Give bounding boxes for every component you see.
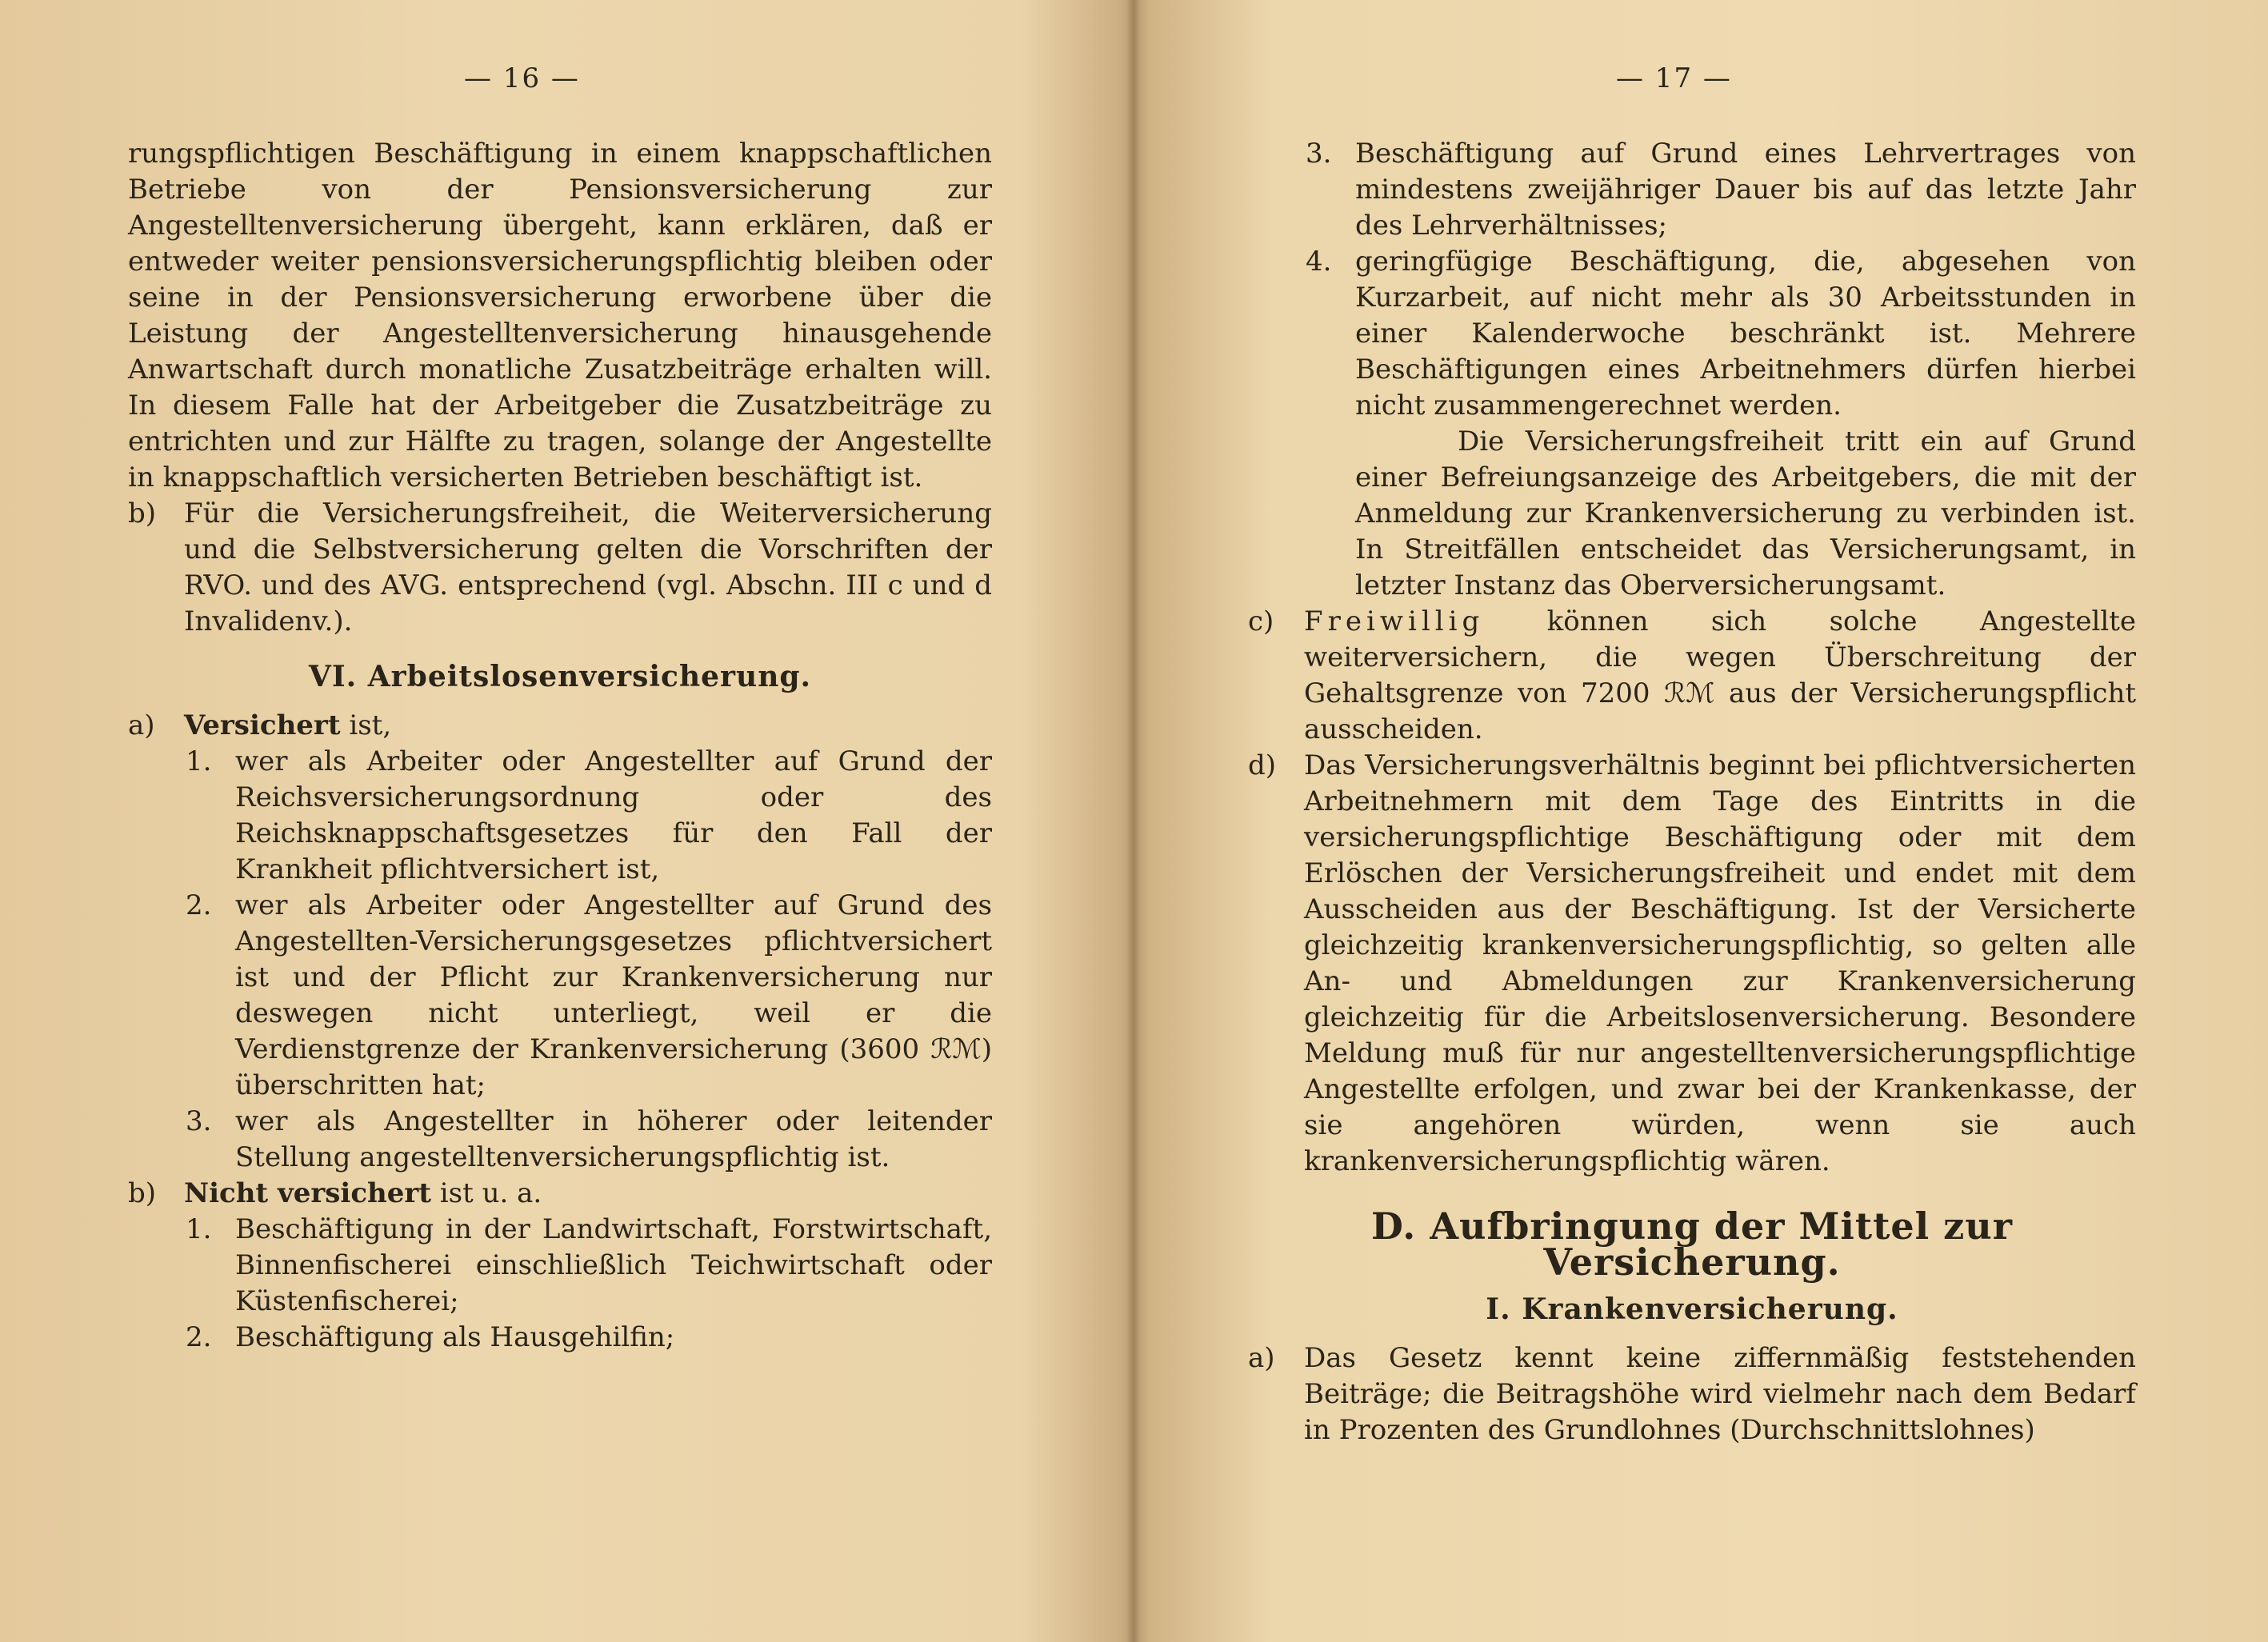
chapter-heading: D. Aufbringung der Mittel zur Versicherung.: [1371, 1205, 2013, 1284]
section-heading: VI. Arbeitslosenversicherung.: [308, 660, 812, 693]
list-item: [1248, 1340, 2136, 1448]
item-number: 2.: [186, 1321, 212, 1353]
item-text: Das Gesetz kennt keine ziffernmäßig feststehenden Beiträge; die Beitragshöhe wird vielmehr nach dem Bedarf in Prozenten des Grundlohnes (Durchschnittslohnes): [1304, 1342, 2136, 1446]
page-number: — 17 —: [1616, 62, 1732, 94]
paragraph: rungspflichtigen Beschäftigung in einem knappschaftlichen Betriebe von der Pensionsversicherung zur Angestelltenversicherung übergeht, kann erklären, daß er entweder weiter pensionsversicherungspflichtig bleiben oder seine in der Pensionsversicherung erworbene über die Leistung der Angestelltenversicherung hinausgehende Anwartschaft durch monatliche Zusatzbeiträge erhalten will. In diesem Falle hat der Arbeitgeber die Zusatzbeiträge zu entrichten und zur Hälfte zu tragen, solange der Angestellte in knappschaftlich versicherten Betrieben beschäftigt ist.: [128, 138, 992, 493]
item-label: b): [128, 1177, 157, 1209]
list-item: [1248, 604, 2136, 748]
right-page: [1136, 0, 2268, 1642]
section-heading: I. Krankenversicherung.: [1486, 1292, 1898, 1326]
list-item: [186, 744, 992, 888]
item-text: Beschäftigung in der Landwirtschaft, Forstwirtschaft, Binnenfischerei einschließlich Teichwirtschaft oder Küstenfischerei;: [235, 1213, 992, 1317]
item-text: Beschäftigung auf Grund eines Lehrvertrages von mindestens zweijähriger Dauer bis auf das letzte Jahr des Lehrverhältnisses;: [1355, 138, 2136, 242]
list-item: [128, 708, 992, 744]
item-rest: können sich solche Angestellte weiterversichern, die wegen Überschreitung der Gehaltsgrenze von 7200 ℛℳ aus der Versicherungspflicht ausscheiden.: [1304, 605, 2136, 745]
list-item: [186, 1212, 992, 1320]
list-item: [128, 1176, 992, 1212]
item-rest: ist,: [340, 709, 392, 741]
item-text: Beschäftigung als Hausgehilfin;: [235, 1321, 675, 1353]
list-item: [1306, 244, 2136, 424]
item-text: [1304, 604, 2136, 748]
left-page: [0, 0, 1120, 1642]
item-label: c): [1248, 605, 1274, 637]
item-text: [184, 708, 992, 744]
item-label: b): [128, 497, 157, 529]
item-number: 4.: [1306, 246, 1332, 278]
item-label: d): [1248, 749, 1277, 781]
list-item: [1248, 748, 2136, 1180]
item-number: 3.: [186, 1105, 212, 1137]
item-lead: Nicht versichert: [184, 1177, 431, 1209]
item-number: 3.: [1306, 138, 1332, 170]
item-text: Für die Versicherungsfreiheit, die Weiterversicherung und die Selbstversicherung gelten die Vorschriften der RVO. und des AVG. entsprechend (vgl. Abschn. III c und d Invalidenv.).: [184, 497, 992, 637]
list-item: [186, 888, 992, 1104]
item-text: wer als Arbeiter oder Angestellter auf Grund des Angestellten-Versicherungsgesetzes pflichtversichert ist und der Pflicht zur Krankenversicherung nur deswegen nicht unterliegt, weil er die Verdienstgrenze der Krankenversicherung (3600 ℛℳ) überschritten hat;: [235, 889, 992, 1101]
item-label: a): [1248, 1342, 1275, 1374]
item-rest: ist u. a.: [431, 1177, 542, 1209]
page-number: — 16 —: [464, 62, 580, 94]
item-text: Das Versicherungsverhältnis beginnt bei pflichtversicherten Arbeitnehmern mit dem Tage des Eintritts in die versicherungspflichtige Beschäftigung oder mit dem Erlöschen der Versicherungsfreiheit und endet mit dem Ausscheiden aus der Beschäftigung. Ist der Versicherte gleichzeitig krankenversicherungspflichtig, so gelten alle An- und Abmeldungen zur Krankenversicherung gleichzeitig für die Arbeitslosenversicherung. Besondere Meldung muß für nur angestelltenversicherungspflichtige Angestellte erfolgen, und zwar bei der Krankenkasse, der sie angehören würden, wenn sie auch krankenversicherungspflichtig wären.: [1304, 749, 2136, 1177]
list-item: [186, 1104, 992, 1176]
item-number: 1.: [186, 1213, 212, 1245]
list-item: [1306, 136, 2136, 244]
item-number: 1.: [186, 745, 212, 777]
item-text: geringfügige Beschäftigung, die, abgesehen von Kurzarbeit, auf nicht mehr als 30 Arbeitsstunden in einer Kalenderwoche beschränkt ist. Mehrere Beschäftigungen eines Arbeitnehmers dürfen hierbei nicht zusammengerechnet werden.: [1355, 246, 2136, 421]
item-number: 2.: [186, 889, 212, 921]
left-page-body: [128, 136, 992, 1356]
item-text: wer als Arbeiter oder Angestellter auf Grund der Reichsversicherungsordnung oder des Reichsknappschaftsgesetzes für den Fall der Krankheit pflichtversichert ist,: [235, 745, 992, 885]
item-lead: Versichert: [184, 709, 341, 741]
item-lead: Freiwillig: [1304, 605, 1485, 637]
item-text: [184, 1176, 992, 1212]
item-label: a): [128, 709, 155, 741]
paragraph: Die Versicherungsfreiheit tritt ein auf Grund einer Befreiungsanzeige des Arbeitgebers, die mit der Anmeldung zur Krankenversicherung zu verbinden ist. In Streitfällen entscheidet das Versicherungsamt, in letzter Instanz das Oberversicherungsamt.: [1355, 425, 2136, 601]
item-text: wer als Angestellter in höherer oder leitender Stellung angestelltenversicherungspflichtig ist.: [235, 1105, 992, 1173]
list-item: [186, 1320, 992, 1356]
right-page-body: [1248, 136, 2136, 1448]
list-item: [128, 496, 992, 640]
